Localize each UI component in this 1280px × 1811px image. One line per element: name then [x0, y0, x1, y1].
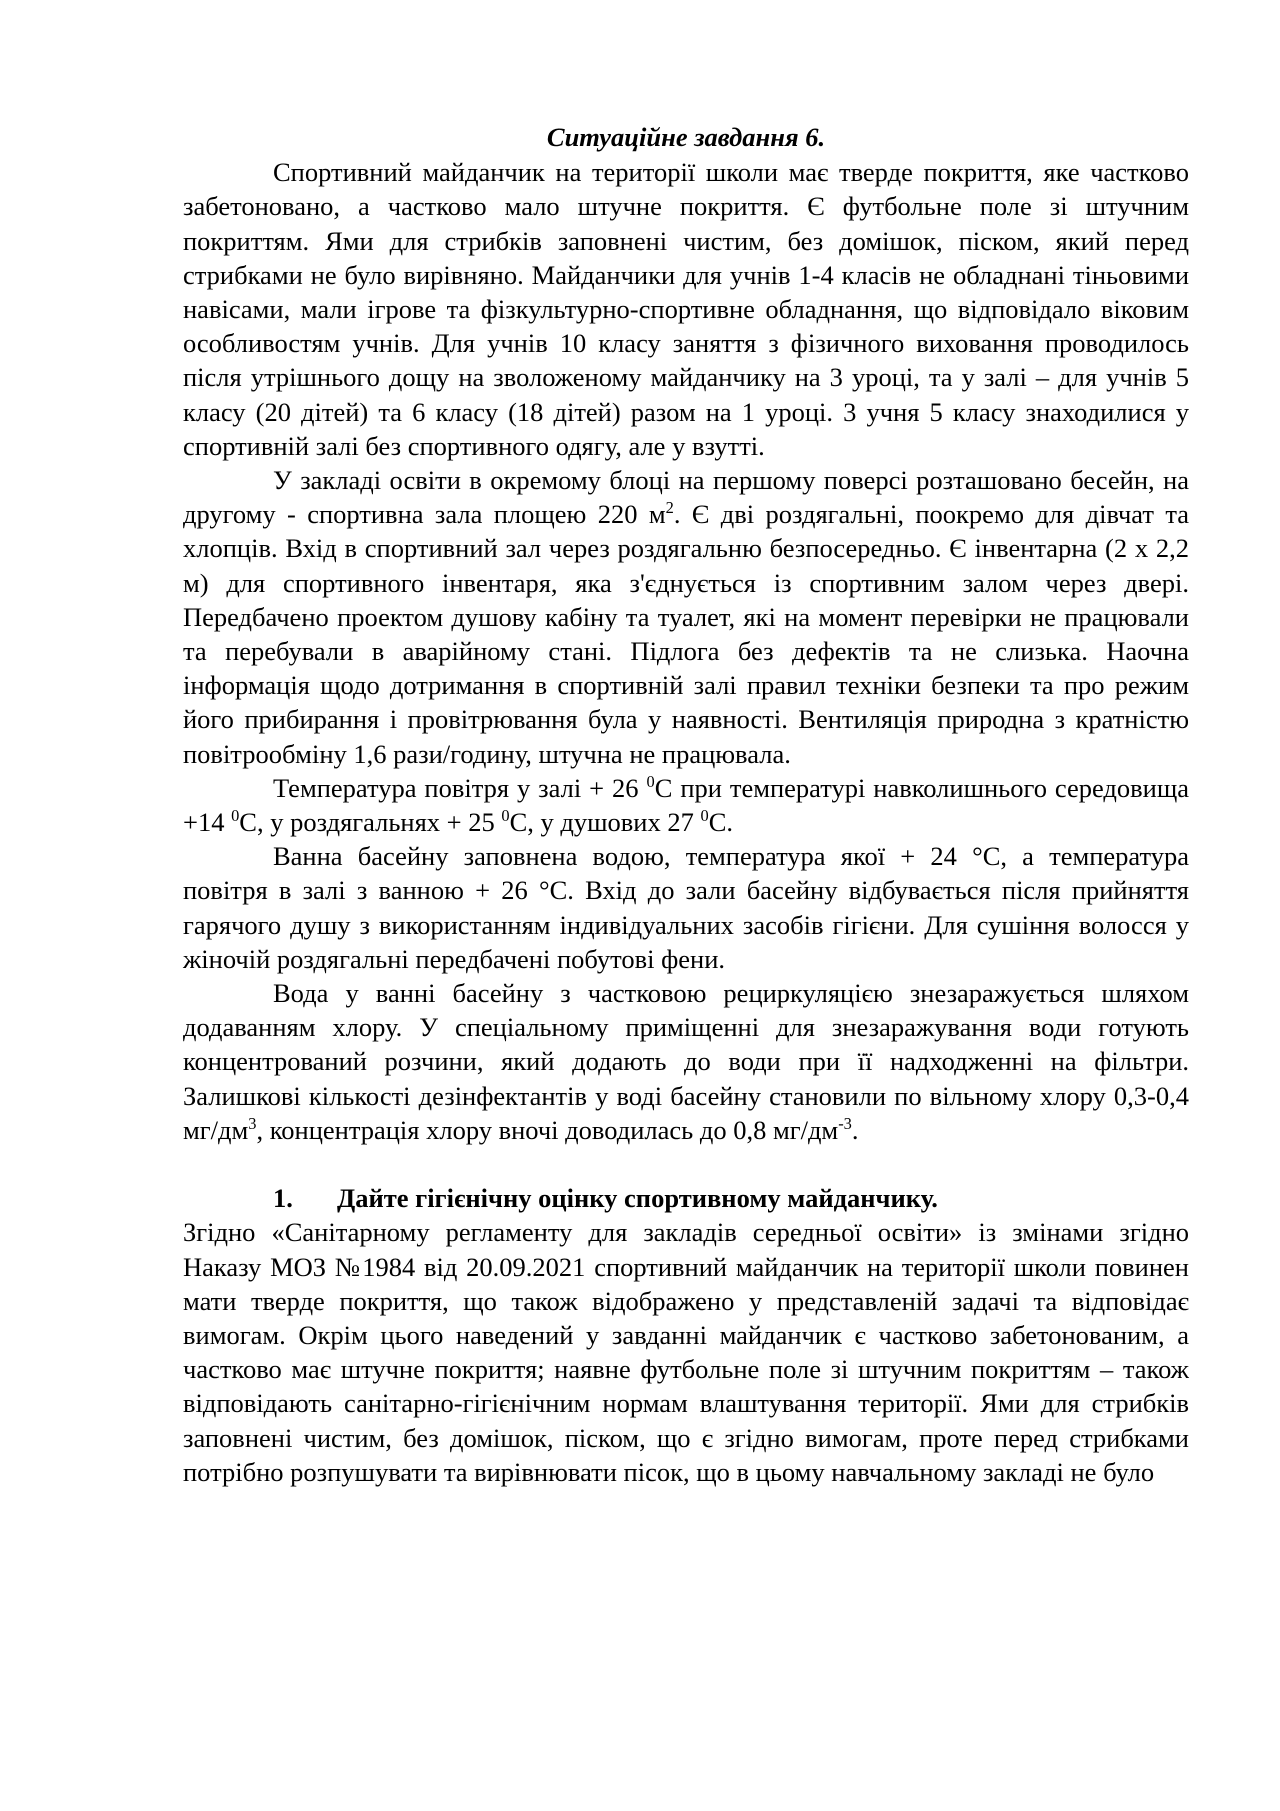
task-title: Ситуаційне завдання 6.: [546, 122, 826, 152]
paragraph-pool-water: [183, 976, 1189, 1147]
text-run: .: [851, 1114, 859, 1145]
paragraph-temperature: [183, 771, 1189, 839]
text-run: С, у роздягальнях + 25: [239, 807, 502, 838]
text-run: , концентрація хлору вночі доводилась до 0,8 мг/дм: [256, 1114, 839, 1145]
superscript: 0: [231, 806, 240, 826]
text-run: С при температурі навколишнього середовища +14: [183, 772, 1189, 838]
text-run: Температура повітря у залі + 26: [273, 772, 647, 803]
text-run: У закладі освіти в окремому блоці на першому поверсі розташовано бесейн, на другому - спортивна зала площею 220 м: [183, 465, 1189, 530]
paragraph-pool-building: [183, 463, 1189, 771]
superscript: -3: [838, 1114, 852, 1134]
answer-paragraph: Згідно «Санітарному регламенту для закладів середньої освіти» із змінами згідно Наказу МОЗ №1984 від 20.09.2021 спортивний майданчик на території школи повинен мати тверде покриття, що також відображено у представленій задачі та відповідає вимогам. Окрім цього наведений у завданні майданчик є частково забетонованим, а частково має штучне покриття; наявне футбольне поле зі штучним покриттям – також відповідають санітарно-гігієнічним нормам влаштування території. Ями для стрибків заповнені чистим, без домішок, піском, що є згідно вимогам, проте перед стрибками потрібно розпушувати та вирівнювати пісок, що в цьому навчальному закладі не було: [183, 1217, 1189, 1487]
question-text: Дайте гігієнічну оцінку спортивному майданчику.: [337, 1183, 938, 1214]
paragraph-pool-bath: Ванна басейну заповнена водою, температура якої + 24 °С, а температура повітря в залі з ванною + 26 °С. Вхід до зали басейну відбувається після прийняття гарячого душу з використанням індивідуальних засобів гігієни. Для сушіння волосся у жіночій роздягальні передбачені побутові фени.: [183, 841, 1189, 974]
blank-line: [183, 1147, 1189, 1181]
superscript: 0: [700, 806, 709, 826]
text-run: С, у душових 27: [509, 807, 701, 838]
question-heading: [183, 1181, 1189, 1215]
superscript: 0: [646, 772, 655, 792]
text-run: С.: [708, 807, 734, 838]
text-run: Вода у ванні басейну з частковою рециркуляцією знезаражується шляхом додаванням хлору. У спеціальному приміщенні для знезаражування води готують концентрований розчини, який додають до води при її надходженні на фільтри. Залишкові кількості дезінфектантів у воді басейну становили по вільному хлору 0,3-0,4 мг/дм: [183, 978, 1189, 1145]
superscript: 2: [665, 498, 674, 518]
text-run: . Є дві роздягальні, поокремо для дівчат та хлопців. Вхід в спортивний зал через роздягальню безпосередньо. Є інвентарна (2 х 2,2 м) для спортивного інвентаря, яка з'єднується із спортивним залом через двері. Передбачено проектом душову кабіну та туалет, які на момент перевірки не працювали та перебували в аварійному стані. Підлога без дефектів та не слизька. Наочна інформація щодо дотримання в спортивній залі правил техніки безпеки та про режим його прибирання і провітрювання була у наявності. Вентиляція природна з кратністю повітрообміну 1,6 рази/годину, штучна не працювала.: [183, 499, 1189, 769]
document-page: [183, 120, 1189, 1489]
question-number: 1.: [273, 1183, 293, 1214]
superscript: 0: [501, 806, 510, 826]
superscript: 3: [248, 1114, 257, 1134]
paragraph-sports-ground: Спортивний майданчик на території школи має тверде покриття, яке частково забетоновано, а частково мало штучне покриття. Є футбольне поле зі штучним покриттям. Ями для стрибків заповнені чистим, без домішок, піском, який перед стрибками не було вирівняно. Майданчики для учнів 1-4 класів не обладнані тіньовими навісами, мали ігрове та фізкультурно-спортивне обладнання, що відповідало віковим особливостям учнів. Для учнів 10 класу заняття з фізичного виховання проводилось після утрішнього дощу на зволоженому майданчику на 3 уроці, та у залі – для учнів 5 класу (20 дітей) та 6 класу (18 дітей) разом на 1 уроці. 3 учня 5 класу знаходилися у спортивній залі без спортивного одягу, але у взутті.: [183, 157, 1189, 461]
